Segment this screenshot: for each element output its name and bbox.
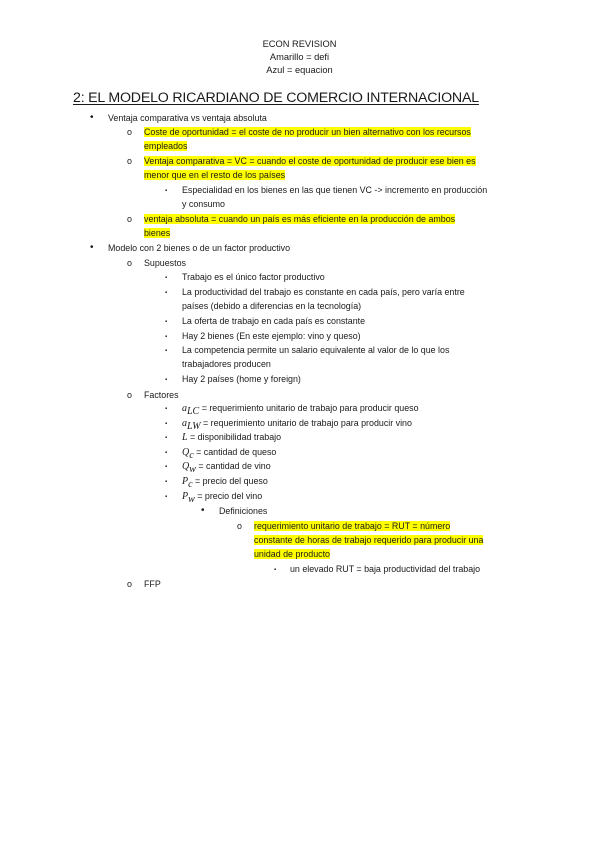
factor-a-lw: $a_{LW}$ = requerimiento unitario de trabajo para producir vino <box>182 418 412 432</box>
ffp-label: FFP <box>144 579 161 589</box>
circle-bullet: o <box>127 258 132 268</box>
factor-pc: $P_c$ = precio del queso <box>182 476 268 490</box>
circle-bullet: o <box>127 390 132 400</box>
square-bullet: ▪ <box>165 494 168 500</box>
s2-heading: Modelo con 2 bienes o de un factor productivo <box>108 243 291 253</box>
square-bullet: ▪ <box>274 567 277 573</box>
supuesto-1: Trabajo es el único factor productivo <box>182 272 325 282</box>
supuesto-2-line-2: países (debido a diferencias en la tecnología) <box>182 301 362 311</box>
supuesto-2-line-1: La productividad del trabajo es constante en cada país, pero varía entre <box>182 287 465 297</box>
square-bullet: ▪ <box>165 334 168 340</box>
s1-b-line-1: Ventaja comparativa = VC = cuando el coste de oportunidad de producir ese bien es <box>144 156 476 166</box>
square-bullet: ▪ <box>165 319 168 325</box>
s1-a-line-2: empleados <box>144 141 188 151</box>
disc-bullet: • <box>201 505 205 516</box>
circle-bullet: o <box>237 521 242 531</box>
header-line-1: ECON REVISION <box>262 39 337 49</box>
header-line-2: Amarillo = defi <box>269 52 330 62</box>
disc-bullet: • <box>90 112 94 123</box>
factor-a-lc: $a_{LC}$ = requerimiento unitario de trabajo para producir queso <box>182 403 419 417</box>
square-bullet: ▪ <box>165 435 168 441</box>
square-bullet: ▪ <box>165 450 168 456</box>
s1-b-sub-line-2: y consumo <box>182 199 225 209</box>
supuesto-4: Hay 2 bienes (En este ejemplo: vino y queso) <box>182 331 361 341</box>
supuestos-label: Supuestos <box>144 258 186 268</box>
definicion-line-2: constante de horas de trabajo requerido para producir una <box>254 535 484 545</box>
header-line-3: Azul = equacion <box>266 65 333 75</box>
section-title: 2: EL MODELO RICARDIANO DE COMERCIO INTERNACIONAL <box>73 90 479 106</box>
square-bullet: ▪ <box>165 275 168 281</box>
definicion-line-3: unidad de producto <box>254 549 330 559</box>
supuesto-6: Hay 2 países (home y foreign) <box>182 374 301 384</box>
square-bullet: ▪ <box>165 406 168 412</box>
square-bullet: ▪ <box>165 348 168 354</box>
factor-qc: $Q_c$ = cantidad de queso <box>182 447 277 461</box>
square-bullet: ▪ <box>165 290 168 296</box>
s1-c-line-1: ventaja absoluta = cuando un país es más eficiente en la producción de ambos <box>144 214 456 224</box>
supuesto-5-line-2: trabajadores producen <box>182 359 271 369</box>
s1-heading: Ventaja comparativa vs ventaja absoluta <box>108 113 267 123</box>
s1-c-line-2: bienes <box>144 228 171 238</box>
disc-bullet: • <box>90 242 94 253</box>
supuesto-5-line-1: La competencia permite un salario equivalente al valor de lo que los <box>182 345 450 355</box>
square-bullet: ▪ <box>165 188 168 194</box>
factores-label: Factores <box>144 390 179 400</box>
s1-b-line-2: menor que en el resto de los países <box>144 170 286 180</box>
s1-a-line-1: Coste de oportunidad = el coste de no producir un bien alternativo con los recursos <box>144 127 471 137</box>
square-bullet: ▪ <box>165 377 168 383</box>
factor-l: L = disponibilidad trabajo <box>182 432 282 443</box>
square-bullet: ▪ <box>165 479 168 485</box>
square-bullet: ▪ <box>165 464 168 470</box>
s1-b-sub-line-1: Especialidad en los bienes en las que tienen VC -> incremento en producción <box>182 185 488 195</box>
factor-pw: $P_w$ = precio del vino <box>182 491 263 505</box>
definicion-sub: un elevado RUT = baja productividad del trabajo <box>290 564 481 574</box>
definiciones-label: Definiciones <box>219 506 268 516</box>
circle-bullet: o <box>127 214 132 224</box>
factor-qw: $Q_w$ = cantidad de vino <box>182 461 271 475</box>
circle-bullet: o <box>127 156 132 166</box>
square-bullet: ▪ <box>165 421 168 427</box>
definicion-line-1: requerimiento unitario de trabajo = RUT = número <box>254 521 451 531</box>
circle-bullet: o <box>127 127 132 137</box>
supuesto-3: La oferta de trabajo en cada país es constante <box>182 316 366 326</box>
circle-bullet: o <box>127 579 132 589</box>
